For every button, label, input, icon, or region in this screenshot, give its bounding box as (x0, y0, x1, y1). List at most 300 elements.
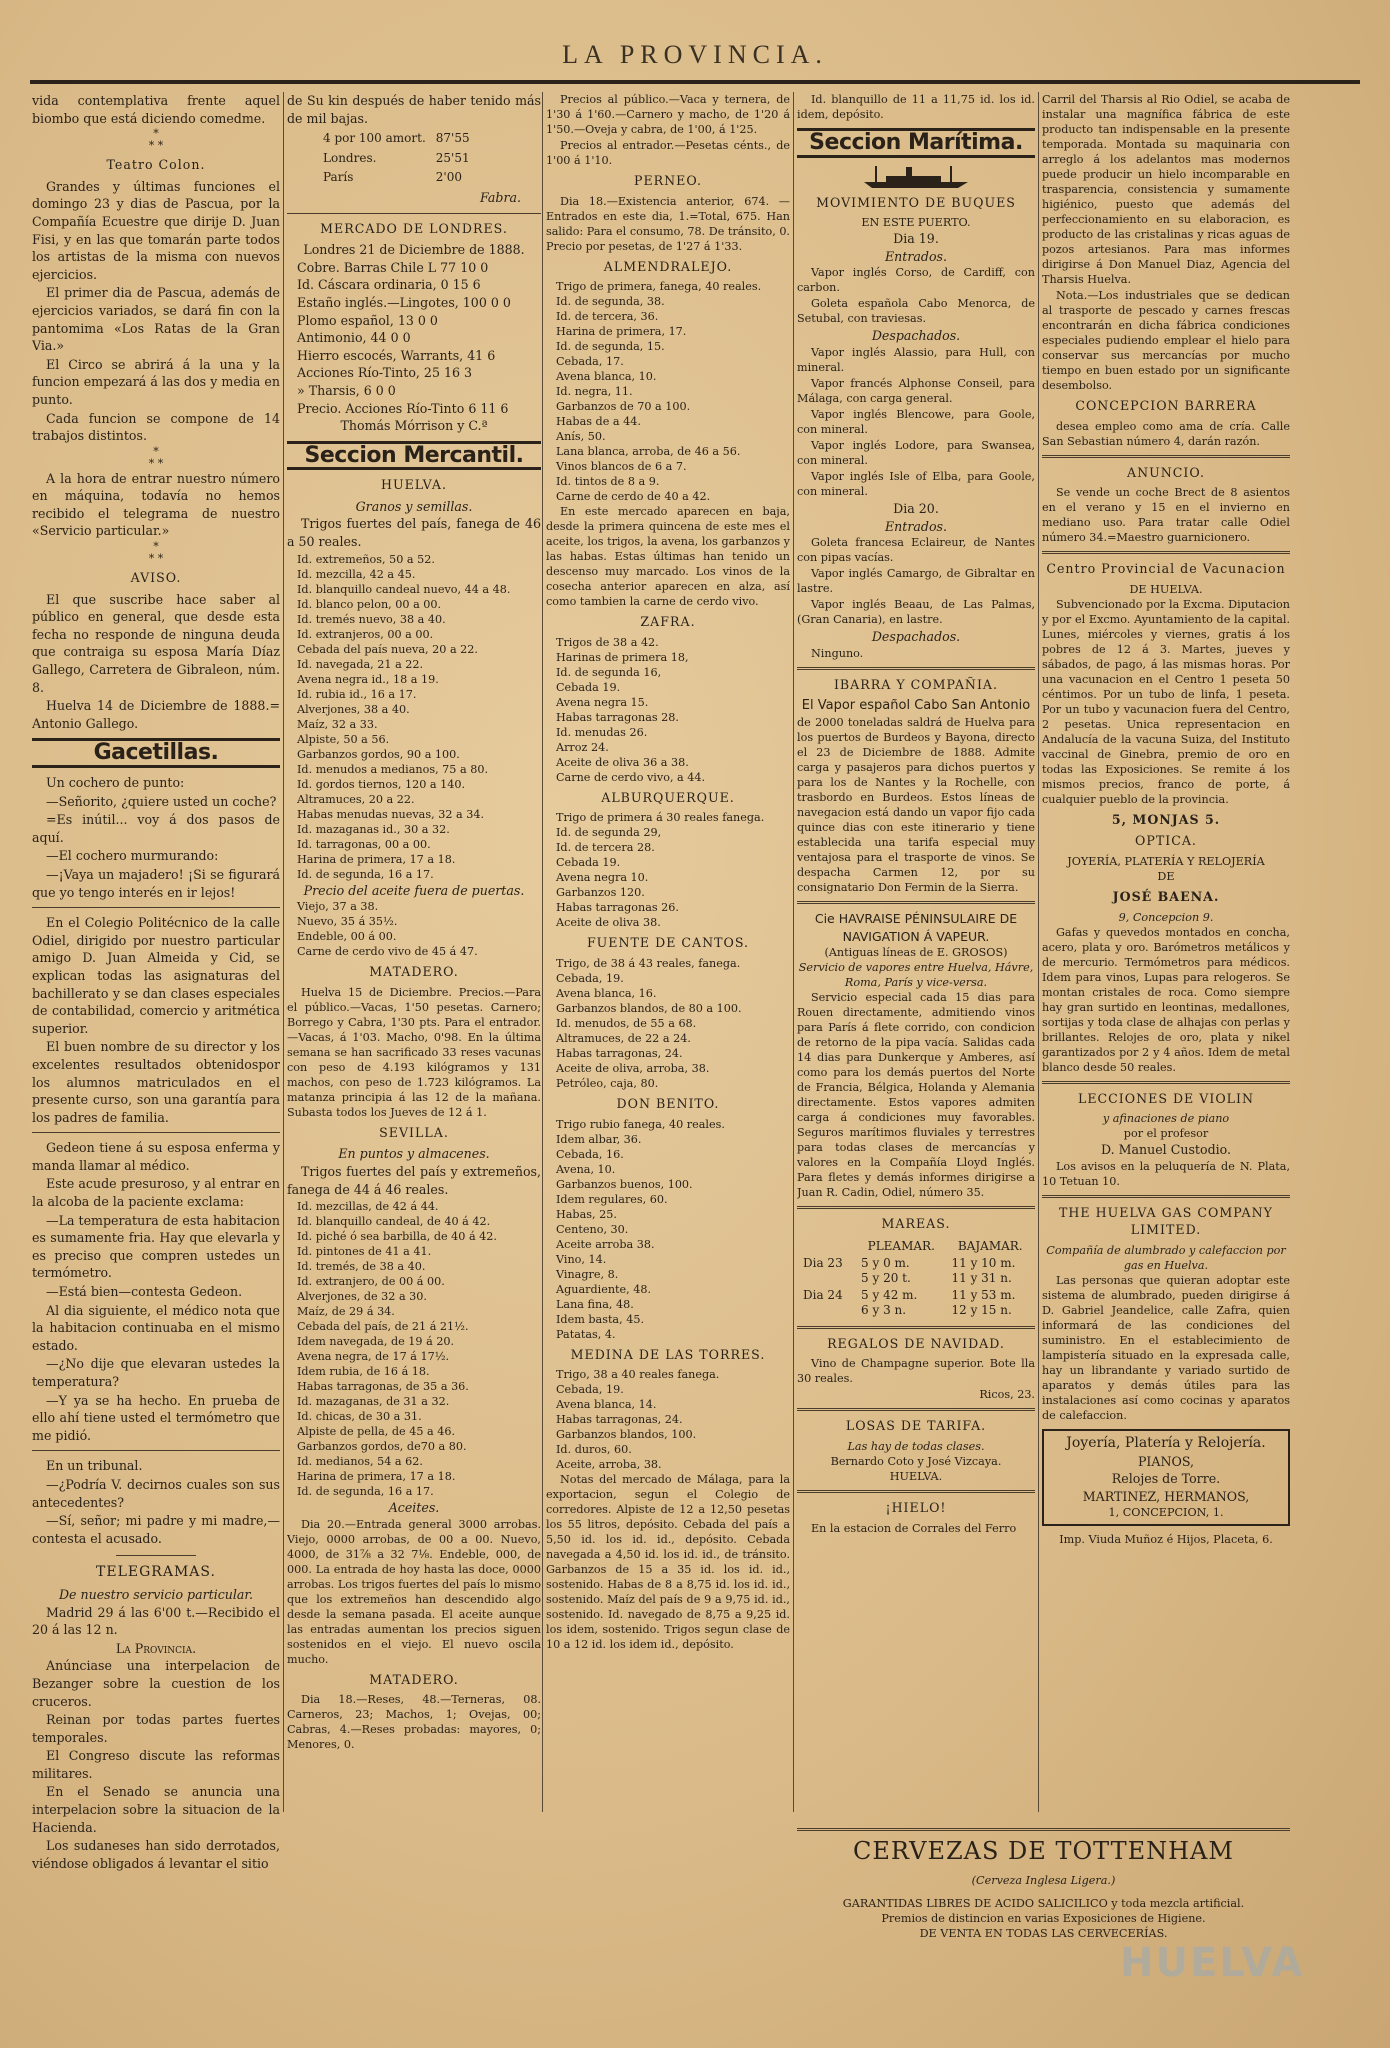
list-item: Garbanzos blandos, de 80 a 100. (556, 1001, 742, 1015)
text-paragraph: Este acude presuroso, y al entrar en la alcoba de la paciente exclama: (32, 1176, 280, 1210)
list-item: Aceite de oliva, arroba, 38. (556, 1061, 710, 1075)
table-row (799, 1256, 1033, 1286)
list-item: » Tharsis, 6 0 0 (297, 382, 396, 398)
list-item: Garbanzos 120. (556, 886, 645, 900)
text-paragraph: Ninguno. (811, 646, 864, 660)
list-item: Avena negra 15. (556, 695, 649, 709)
list-item: Lana fina, 48. (556, 1297, 634, 1311)
list-item: Id. mazaganas id., 30 a 32. (297, 822, 450, 836)
text-paragraph: Vapor inglés Lodore, para Swansea, con mineral. (797, 438, 1035, 467)
text-paragraph: Vapor inglés Beaau, de Las Palmas, (Gran Canaria), en lastre. (797, 598, 1035, 627)
list-item: Garbanzos gordos, de70 a 80. (297, 1440, 467, 1454)
ad-subtitle: Compañía de alumbrado y calefaccion por gas en Huelva. (1046, 1243, 1286, 1272)
list-item: Id. tarragonas, 00 a 00. (297, 837, 431, 851)
section-subheading: JOYERÍA, PLATERÍA Y RELOJERÍA (1067, 854, 1265, 868)
list-item: Id. tremés nuevo, 38 a 40. (297, 612, 446, 626)
archive-watermark: HUELVA (1120, 1940, 1305, 1986)
section-heading: MERCADO DE LONDRES. (320, 220, 508, 236)
list-item: Id. tremés, de 38 a 40. (297, 1260, 426, 1274)
divider (1042, 551, 1290, 554)
section-heading: IBARRA Y COMPAÑIA. (833, 676, 999, 692)
section-heading: JOSÉ BAENA. (1112, 888, 1220, 904)
divider (287, 213, 541, 214)
list-item: Precio. Acciones Río-Tinto 6 11 6 (297, 400, 509, 416)
ad-text: D. Manuel Custodio. (1100, 1142, 1232, 1158)
ad-text: Bernardo Coto y José Vizcaya. (830, 1454, 1002, 1468)
text-paragraph: Vapor inglés Camargo, de Gibraltar en lastre. (797, 567, 1035, 596)
ad-text: Premios de distincion en varias Exposiciones de Higiene. (881, 1912, 1206, 1925)
price-list (546, 635, 790, 785)
text-paragraph: —Sí, señor; mi padre y mi madre,— contesta el acusado. (32, 1513, 280, 1546)
list-item: Avena negra, de 17 á 17½. (297, 1350, 450, 1364)
list-item: Vino, 14. (556, 1252, 607, 1266)
list-item: Antimonio, 44 0 0 (297, 330, 411, 346)
list-item: Id. blanco pelon, 00 a 00. (297, 597, 442, 611)
divider (797, 901, 1035, 904)
text-paragraph: vida contemplativa frente aquel biombo que está diciendo comedme. (32, 93, 280, 126)
list-item: Garbanzos blandos, 100. (556, 1428, 697, 1442)
divider (797, 1490, 1035, 1493)
table-cell: Londres. (323, 150, 377, 165)
list-item: Habas tarragonas, 24. (556, 1046, 683, 1060)
text-paragraph: Dia 18.—Reses, 48.—Terneras, 08. Carneros, 23; Machos, 1; Ovejas, 00; Cabras, 4.—Reses probadas: mayores, 0; Menores, 0. (287, 1693, 541, 1752)
list-item: Cebada, 17. (556, 355, 624, 369)
list-item: Habas tarragonas, de 35 a 36. (297, 1380, 469, 1394)
text-paragraph: El primer dia de Pascua, además de ejercicios variados, se dará fin con la pantomima «Los Ratas de la Gran Via.» (32, 285, 280, 354)
column-1 (32, 92, 280, 2032)
list-item: Id. pintones de 41 a 41. (297, 1245, 432, 1259)
list-item: Cobre. Barras Chile L 77 10 0 (297, 259, 489, 275)
text-paragraph: Se vende un coche Brect de 8 asientos en el verano y 15 en el invierno en mediano uso. Para tratar calle Odiel número 34.=Maestro guarnicionero. (1042, 486, 1290, 545)
separator-stars: * * * (148, 540, 164, 566)
list-item: Avena negra id., 18 a 19. (297, 672, 439, 686)
list-item: Idem navegada, de 19 á 20. (297, 1335, 455, 1349)
section-heading: HUELVA. (381, 477, 447, 493)
section-subheading: Despachados. (871, 629, 961, 645)
text-paragraph: En el Senado se anuncia una interpelacion sobre la situacion de la Hacienda. (32, 1784, 280, 1835)
text-paragraph: Subvencionado por la Excma. Diputacion y por el Excmo. Ayuntamiento de la capital. Lunes, miércoles y viernes, gratis á los pobres de 12 á 3. Martes, jueves y sábados, de pago, á las mismas horas. Por una vacunacion en el Centro 1 peseta 50 céntimos. Por un tubo de linfa, 1 peseta. Por un tubo y vacunacion fuera del Centro, 2 pesetas. Unica representacion en Andalucía de la vacuna Suiza, del Instituto vaccinal de Ginebra, premio de oro en todas las Exposiciones. Se remite á los mismos precios, franco de porte, á cualquier pueblo de la provincia. (1042, 597, 1290, 806)
divider (797, 667, 1035, 670)
text-paragraph: En el Colegio Politécnico de la calle Odiel, dirigido por nuestro particular amigo D. Juan Almeida y Cid, se explican todas las asignaturas del bachillerato y se dan clases especiales de contabilidad, comercio y aritmética superior. (32, 915, 280, 1036)
list-item: Id. piché ó sea barbilla, de 40 á 42. (297, 1230, 497, 1244)
list-item: Trigo, de 38 á 43 reales, fanega. (556, 956, 741, 970)
column-divider (793, 92, 794, 1812)
list-item: Idem albar, 36. (556, 1132, 642, 1146)
table-cell: 5 y 20 t. (861, 1270, 911, 1285)
text-paragraph: Goleta francesa Eclaireur, de Nantes con pipas vacías. (797, 536, 1035, 565)
ad-text: HUELVA. (889, 1469, 943, 1483)
text-paragraph: —¿Podría V. decirnos cuales son sus antecedentes? (32, 1476, 280, 1510)
list-item: Garbanzos gordos, 90 a 100. (297, 747, 460, 761)
list-item: Id. de segunda, 38. (556, 295, 665, 309)
section-heading: ALBURQUERQUE. (601, 789, 735, 805)
ad-subtitle: (Cerveza Inglesa Ligera.) (971, 1874, 1116, 1887)
list-item: Nuevo, 35 á 35½. (297, 915, 398, 929)
section-heading: ZAFRA. (640, 614, 696, 630)
list-item: Aceite de oliva 36 a 38. (556, 755, 689, 769)
price-list (287, 1199, 541, 1499)
text-paragraph: —Está bien—contesta Gedeon. (46, 1284, 243, 1300)
table-cell: 12 y 15 n. (951, 1302, 1012, 1317)
text-paragraph: Los sudaneses han sido derrotados, viéndose obligados á levantar el sitio (32, 1838, 280, 1871)
text-paragraph: El Circo se abrirá á la una y la funcion empezará á las dos y media en punto. (32, 356, 280, 407)
list-item: Habas de a 44. (556, 415, 641, 429)
ad-text: 1, CONCEPCION, 1. (1108, 1506, 1224, 1520)
section-title: Seccion Mercantil. (287, 441, 541, 471)
list-item: Aceite arroba 38. (556, 1237, 655, 1251)
section-heading: TELEGRAMAS. (96, 1564, 216, 1581)
table-cell: 6 y 3 n. (861, 1302, 907, 1317)
list-item: Harina de primera, 17 a 18. (297, 1470, 456, 1484)
list-item: Id. de segunda 16, (556, 665, 662, 679)
text-paragraph: Precios al entrador.—Pesetas cénts., de 1'00 á 1'10. (546, 139, 790, 167)
text-paragraph: El que suscribe hace saber al público en general, que desde esta fecha no responde de ninguna deuda que contraiga su esposa María Díaz Gallego, Carretera de Gibraleon, núm. 8. (32, 591, 280, 695)
list-item: Petróleo, caja, 80. (556, 1076, 659, 1090)
date-heading: Dia 20. (893, 500, 939, 516)
ad-subtitle: 9, Concepcion 9. (1118, 910, 1214, 924)
divider (32, 1450, 280, 1451)
text-paragraph: —El cochero murmurando: (46, 848, 219, 864)
text-paragraph: Reinan por todas partes fuertes temporales. (32, 1712, 280, 1745)
table-cell: 87'55 (435, 131, 470, 146)
text-paragraph: Dia 20.—Entrada general 3000 arrobas. Viejo, 0000 arrobas, de 00 a 00. Nuevo, 4000, de 31⅞ a 32 7⅛. Endeble, 000, de 000. La entrada de hoy hasta las doce, 0000 arrobas. Los trigos fuertes del país lo mismo que los extremeños han descendido algo desde la semana pasada. El aceite aunque las entradas aumentan los precios siguen sostenidos en el viejo. El nuevo oscila mucho. (287, 1517, 541, 1666)
column-divider (542, 92, 543, 1812)
list-item: Id. tintos de 8 a 9. (556, 475, 660, 489)
column-4 (797, 92, 1035, 2032)
text-paragraph: —¿No dije que elevaran ustedes la temperatura? (32, 1356, 280, 1389)
list-item: Id. medianos, 54 a 62. (297, 1455, 423, 1469)
text-paragraph: Madrid 29 á las 6'00 t.—Recibido el 20 á las 12 n. (32, 1604, 280, 1638)
text-paragraph: Al dia siguiente, el médico nota que la habitacion continuaba en el mismo estado. (32, 1302, 280, 1353)
section-heading: THE HUELVA GAS COMPANY LIMITED. (1059, 1204, 1273, 1238)
signature: Fabra. (480, 189, 521, 205)
text-paragraph: Vino de Champagne superior. Bote lla 30 reales. (797, 1357, 1035, 1386)
list-item: Id. mazaganas, de 31 a 32. (297, 1395, 450, 1409)
table-cell: 11 y 53 m. (951, 1287, 1016, 1302)
list-item: Cebada, 19. (556, 1383, 624, 1397)
price-list (546, 1117, 790, 1342)
section-title: Gacetillas. (32, 738, 280, 768)
text-paragraph: Grandes y últimas funciones el domingo 23 y dias de Pascua, por la Compañía Ecuestre que dirije D. Juan Fisi, y en las que tomarán parte todos los artistas de la misma con nuevos ejercicios. (32, 178, 280, 282)
text-paragraph: Los avisos en la peluquería de N. Plata, 10 Tetuan 10. (1042, 1159, 1290, 1188)
ad-title: Joyería, Platería y Relojería. (1066, 1434, 1266, 1451)
list-item: Habas menudas nuevas, 32 a 34. (297, 807, 485, 821)
signature: Thomás Mórrison y C.ª (340, 418, 488, 434)
list-item: Harinas de primera 18, (556, 650, 689, 664)
list-item: Hierro escocés, Warrants, 41 6 (297, 347, 496, 363)
section-heading: MATADERO. (369, 964, 459, 980)
section-heading: OPTICA. (1135, 833, 1197, 849)
list-item: Altramuces, de 22 a 24. (556, 1031, 691, 1045)
section-heading: MATADERO. (369, 1671, 459, 1687)
divider (1042, 1195, 1290, 1198)
text-paragraph: —¡Vaya un majadero! ¡Si se figurará que yo tengo interés en ir lejos! (32, 866, 280, 900)
text-paragraph: —Y ya se ha hecho. En prueba de ello ahí tiene usted el termómetro que me pidió. (32, 1392, 280, 1443)
text-paragraph: Trigos fuertes del país y extremeños, fanega de 44 á 46 reales. (287, 1164, 541, 1197)
text-paragraph: Precios al público.—Vaca y ternera, de 1'30 á 1'60.—Carnero y macho, de 1'20 á 1'50.—Oveja y cabra, de 1'00, á 1'25. (546, 93, 790, 136)
table-cell: 25'51 (435, 150, 470, 165)
list-item: Id. de segunda 29, (556, 826, 662, 840)
text-paragraph: desea empleo como ama de cría. Calle San Sebastian número 4, darán razón. (1042, 419, 1290, 448)
price-list (546, 810, 790, 930)
section-heading: DON BENITO. (616, 1095, 720, 1111)
list-item: Trigo rubio fanega, 40 reales. (556, 1117, 725, 1131)
list-item: Id. de segunda, 16 a 17. (297, 867, 434, 881)
list-item: Vinagre, 8. (556, 1267, 619, 1281)
list-item: Harina de primera, 17 a 18. (297, 852, 456, 866)
list-item: Trigo, 38 a 40 reales fanega. (556, 1368, 720, 1382)
text-paragraph: El Congreso discute las reformas militares. (32, 1748, 280, 1781)
list-item: Cebada del país, de 21 á 21½. (297, 1320, 469, 1334)
table-header: BAJAMAR. (957, 1238, 1023, 1253)
list-item: Id. de tercera, 36. (556, 310, 659, 324)
list-item: Acciones Río-Tinto, 25 16 3 (297, 365, 472, 381)
price-list (287, 552, 541, 882)
text-paragraph: Gafas y quevedos montados en concha, acero, plata y oro. Barómetros metálicos y de mercurio. Termómetros para médicos. Idem para vinos, Lupas para relogeros. Se montan cristales de roca. Como siempre hay gran surtido en leontinas, medallones, sortijas y toda clase de alhajas con perlas y brillantes. Relojes de oro, plata y nikel garantizados por 2 y 4 años. Idem de metal blanco desde 50 reales. (1042, 925, 1290, 1074)
text-paragraph: Un cochero de punto: (46, 775, 185, 790)
list-item: Viejo, 37 a 38. (297, 900, 379, 914)
list-item: Estaño inglés.—Lingotes, 100 0 0 (297, 294, 511, 310)
list-item: Cebada, 19. (556, 971, 624, 985)
list-item: Carne de cerdo vivo, a 44. (556, 770, 706, 784)
text-paragraph: Dia 18.—Existencia anterior, 674. —Entrados en este dia, 1.=Total, 675. Han salido: Para el consumo, 78. De tránsito, 0. Precio por pesetas, de 1'27 á 1'33. (546, 194, 790, 253)
list-item: Maíz, 32 a 33. (297, 717, 378, 731)
price-list (546, 279, 790, 504)
separator-stars: * * * (148, 444, 164, 470)
list-item: Alpiste de pella, de 45 a 46. (297, 1425, 456, 1439)
section-heading: ¡HIELO! (885, 1499, 947, 1515)
table-cell: 5 y 0 m. (861, 1255, 910, 1270)
price-list (546, 956, 790, 1091)
table-header: PLEAMAR. (867, 1238, 935, 1253)
list-item: Alverjones, de 32 a 30. (297, 1290, 427, 1304)
list-item: Habas tarragonas, 24. (556, 1413, 683, 1427)
divider (32, 907, 280, 908)
list-item: Avena negra 10. (556, 871, 649, 885)
date-heading: Dia 19. (893, 231, 939, 247)
list-item: Id. blanquillo candeal nuevo, 44 a 48. (297, 582, 511, 596)
list-item: Id. chicas, de 30 a 31. (297, 1410, 422, 1424)
list-item: Alverjones, 38 a 40. (297, 702, 410, 716)
list-item: Altramuces, 20 a 22. (297, 792, 415, 806)
list-item: Avena blanca, 14. (556, 1398, 657, 1412)
ad-text: PIANOS, (1137, 1453, 1195, 1469)
list-item: Idem rubia, de 16 á 18. (297, 1365, 430, 1379)
table-cell: Dia 23 (803, 1255, 843, 1270)
list-item: Id. duros, 60. (556, 1443, 632, 1457)
ad-text: GARANTIDAS LIBRES DE ACIDO SALICILICO y toda mezcla artificial. (842, 1897, 1245, 1910)
ad-text: por el profesor (1123, 1127, 1209, 1141)
list-item: Idem regulares, 60. (556, 1192, 668, 1206)
list-item: Aceite, arroba, 38. (556, 1458, 662, 1472)
price-list (546, 1367, 790, 1472)
text-paragraph: Huelva 14 de Diciembre de 1888.= Antonio Gallego. (32, 698, 280, 731)
section-subheading: Aceites. (388, 1500, 440, 1516)
divider (32, 1132, 280, 1133)
section-subheading: Entrados. (884, 518, 947, 534)
section-subheading: En puntos y almacenes. (338, 1146, 490, 1162)
masthead-title: LA PROVINCIA. (562, 40, 828, 69)
table-cell (857, 1288, 945, 1318)
printer-line: Imp. Viuda Muñoz é Hijos, Placeta, 6. (1059, 1533, 1273, 1547)
separator-stars: * * * (148, 127, 164, 153)
column-2 (287, 92, 541, 2032)
list-item: Avena blanca, 16. (556, 986, 657, 1000)
text-paragraph: En un tribunal. (46, 1458, 143, 1474)
text-paragraph: Vapor francés Alphonse Conseil, para Málaga, con carga general. (797, 376, 1035, 405)
section-heading: AVISO. (130, 570, 182, 586)
text-paragraph: =Es inútil... voy á dos pasos de aquí. (32, 812, 280, 845)
section-title: Seccion Marítima. (797, 128, 1035, 158)
list-item: Plomo español, 13 0 0 (297, 312, 438, 328)
bolsa-table (317, 128, 476, 189)
list-item: Id. mezcilla, 42 a 45. (297, 567, 416, 581)
text-paragraph: Id. blanquillo de 11 a 11,75 id. los id. idem, depósito. (797, 93, 1035, 121)
list-item: Id. de segunda, 15. (556, 340, 665, 354)
section-heading: CONCEPCION BARRERA (1075, 398, 1257, 413)
signature: Ricos, 23. (979, 1388, 1035, 1402)
table-cell (947, 1256, 1033, 1286)
list-item: Trigos de 38 a 42. (556, 635, 659, 649)
divider (797, 1408, 1035, 1411)
section-subheading: Precio del aceite fuera de puertas. (303, 882, 525, 898)
section-heading: Teatro Colon. (106, 157, 206, 173)
list-item: Id. rubia id., 16 a 17. (297, 687, 417, 701)
table-cell (947, 1288, 1033, 1318)
ad-title: El Vapor español Cabo San Antonio (801, 698, 1031, 714)
ad-subtitle: (Antiguas líneas de E. GROSOS) (824, 946, 1008, 960)
text-paragraph: de Su kin después de haber tenido más de mil bajas. (287, 93, 541, 126)
list-item: Id. mezcillas, de 42 á 44. (297, 1200, 439, 1214)
text-paragraph: Goleta española Cabo Menorca, de Setubal, con traviesas. (797, 297, 1035, 326)
tide-table (797, 1237, 1035, 1320)
text-paragraph: Vapor inglés Corso, de Cardiff, con carbon. (797, 266, 1035, 295)
divider (116, 1555, 196, 1556)
column-divider (1038, 92, 1039, 1812)
section-heading: SEVILLA. (379, 1124, 449, 1140)
ad-text: MARTINEZ, HERMANOS, (1082, 1488, 1250, 1504)
list-item: Carne de cerdo de 40 a 42. (556, 490, 711, 504)
section-subheading: DE (1157, 869, 1175, 883)
text-paragraph: Notas del mercado de Málaga, para la exportacion, segun el Colegio de corredores. Alpiste de 12 a 12,50 pesetas los 55 litros, depósito. Cebada del país a 5,50 id. los id. id., depósito. Cebada navegada a 4,50 id. los id. id., de tránsito. Garbanzos de 15 a 35 id. los id. id., sostenido. Habas de 8 a 8,75 id. los id. id., sostenido. Maíz del país de 9 a 9,75 id. id., sostenido. Id. navegado de 8,75 a 9,25 id. los idem, sostenido. Trigos segun clase de 10 a 12 id. los idem id., depósito. (546, 1473, 790, 1652)
divider (1042, 1081, 1290, 1084)
section-heading: 5, MONJAS 5. (1111, 811, 1221, 827)
list-item: Cebada del país nueva, 20 a 22. (297, 642, 478, 656)
text-line: La Provincia. (115, 1640, 197, 1656)
text-paragraph: Servicio especial cada 15 dias para Rouen directamente, admitiendo vinos para París á flete corrido, con condicion de retorno de la pipa vacía. Salidas cada 14 dias para Dunkerque y Amberes, así como para los demás puertos del Norte de Francia, Bélgica, Holanda y Alemania directamente. Estos vapores admiten carga á condiciones muy favorables. Seguros marítimos fluviales y terrestres para todas clases de mercancías y valores en la Compañía Lloyd Inglés. Para fletes y demás informes dirigirse a Juan R. Cadin, Odiel, número 35. (797, 991, 1035, 1200)
steamship-icon (856, 164, 976, 190)
section-heading: MEDINA DE LAS TORRES. (570, 1346, 766, 1362)
table-cell: 11 y 10 m. (951, 1255, 1016, 1270)
section-subheading: DE HUELVA. (1129, 582, 1203, 596)
text-paragraph: Carril del Tharsis al Rio Odiel, se acaba de instalar una magnífica fábrica de este producto tan indispensable en la presente temporada. Montada su maquinaria con arreglo á los adelantos mas modernos puede producir un hielo incomparable en trasparencia, consistencia y sumamente higiénico, puesto que además del perfeccionamiento en su elaboracion, es producto de las cristalinas y ricas aguas de pozos artesianos. Para mas informes dirigirse á Don Manuel Diaz, Agencia del Tharsis Huelva. (1042, 93, 1290, 286)
list-item: Id. negra, 11. (556, 385, 633, 399)
divider (1042, 455, 1290, 458)
ad-subtitle: Las hay de todas clases. (847, 1439, 985, 1453)
list-item: Id. de tercera 28. (556, 841, 655, 855)
text-paragraph: Trigos fuertes del país, fanega de 46 a 50 reales. (287, 516, 541, 550)
text-line: Londres 21 de Diciembre de 1888. (303, 242, 525, 258)
ad-title: Cie HAVRAISE PÉNINSULAIRE DE NAVIGATION Á VAPEUR. (814, 910, 1018, 944)
list-item: Id. Cáscara ordinaria, 0 15 6 (297, 277, 481, 293)
list-item: Arroz 24. (556, 740, 609, 754)
list-item: Id. menudos, de 55 a 68. (556, 1016, 697, 1030)
text-paragraph: Vapor inglés Alassio, para Hull, con mineral. (797, 345, 1035, 374)
section-subheading: Entrados. (884, 248, 947, 264)
list-item: Cebada, 16. (556, 1147, 624, 1161)
table-cell: 11 y 31 n. (951, 1270, 1012, 1285)
list-item: Idem basta, 45. (556, 1312, 645, 1326)
text-paragraph: Las personas que quieran adoptar este sistema de alumbrado, pueden dirigirse á D. Gabriel Jeandelice, calle Zafra, quien informará de las condiciones del suministro. En el establecimiento de lampistería situado en la expresada calle, hay un librandante y variado surtido de aparatos y demás útiles para las instalaciones así como cocinas y aparatos de calefaccion. (1042, 1273, 1290, 1422)
list-item: Aceite de oliva 38. (556, 916, 661, 930)
table-cell: París (323, 170, 354, 185)
list-item: Avena blanca, 10. (556, 370, 657, 384)
list-item: Cebada 19. (556, 680, 621, 694)
list-item: Cebada 19. (556, 856, 621, 870)
table-cell (857, 1256, 945, 1286)
text-paragraph: En la estacion de Corrales del Ferro (811, 1521, 1017, 1535)
list-item: Id. menudas 26. (556, 725, 648, 739)
list-item: Harina de primera, 17. (556, 325, 687, 339)
list-item: Id. extranjeros, 00 a 00. (297, 627, 434, 641)
list-item: Id. extranjero, de 00 á 00. (297, 1275, 445, 1289)
list-item: Id. gordos tiernos, 120 a 140. (297, 777, 466, 791)
section-subheading: EN ESTE PUERTO. (861, 216, 971, 230)
text-paragraph: En este mercado aparecen en baja, desde la primera quincena de este mes el aceite, los trigos, la avena, los garbanzos y las habas. Estas últimas han tenido un descenso muy marcado. Los vinos de la cosecha anterior aparecen en alza, así como tambien la carne de cerdo vivo. (546, 505, 790, 609)
list-item: Maíz, de 29 á 34. (297, 1305, 395, 1319)
list-item: Id. extremeños, 50 a 52. (297, 552, 435, 566)
list-item: Carne de cerdo vivo de 45 á 47. (297, 945, 478, 959)
ad-text: DE VENTA EN TODAS LAS CERVECERÍAS. (919, 1927, 1168, 1940)
beer-advertisement (797, 1822, 1290, 1941)
ad-title: CERVEZAS DE TOTTENHAM (853, 1837, 1234, 1865)
ad-subtitle: y afinaciones de piano (1102, 1112, 1230, 1126)
column-5 (1042, 92, 1290, 2032)
list-item: Garbanzos buenos, 100. (556, 1177, 693, 1191)
list-item: Patatas, 4. (556, 1327, 616, 1341)
table-cell: 4 por 100 amort. (323, 131, 426, 146)
ad-text: Relojes de Torre. (1111, 1471, 1221, 1487)
section-heading: MAREAS. (881, 1216, 951, 1232)
divider (797, 1206, 1035, 1209)
list-item: Trigo de primera, fanega, 40 reales. (556, 280, 762, 294)
column-3 (546, 92, 790, 2032)
table-cell: 2'00 (435, 170, 462, 185)
list-item: Avena, 10. (556, 1162, 616, 1176)
list-item: Habas tarragonas 26. (556, 901, 679, 915)
section-heading: FUENTE DE CANTOS. (586, 935, 750, 951)
list-item: Habas, 25. (556, 1207, 617, 1221)
table-cell: Dia 24 (803, 1287, 843, 1302)
text-paragraph: Cada funcion se compone de 14 trabajos distintos. (32, 410, 280, 444)
text-paragraph: El buen nombre de su director y los excelentes resultados obtenidospor los alumnos matriculados en el presente curso, son una garantía para los padres de familia. (32, 1039, 280, 1125)
section-subheading: De nuestro servicio particular. (58, 1586, 254, 1602)
text-paragraph: Nota.—Los industriales que se dedican al trasporte de pescado y carnes frescas encontrarán en dicha fábrica condiciones especiales pudiendo emplear el hielo para conservar sus mercancías por mucho tiempo en buen estado por un significante desembolso. (1042, 289, 1290, 392)
list-item: Id. navegada, 21 a 22. (297, 657, 424, 671)
jewelry-ad-box (1042, 1429, 1290, 1526)
list-item: Id. menudos a medianos, 75 a 80. (297, 762, 488, 776)
section-subheading: Granos y semillas. (355, 498, 473, 514)
list-item: Centeno, 30. (556, 1222, 629, 1236)
list-item: Id. de segunda, 16 a 17. (297, 1485, 434, 1499)
text-paragraph: Vapor inglés Isle of Elba, para Goole, con mineral. (797, 469, 1035, 498)
list-item: Aguardiente, 48. (556, 1282, 652, 1296)
masthead-rule (30, 80, 1360, 84)
column-divider (283, 92, 284, 1812)
section-heading: REGALOS DE NAVIDAD. (827, 1335, 1005, 1351)
section-heading: LOSAS DE TARIFA. (845, 1418, 987, 1434)
list-item: Trigo de primera á 30 reales fanega. (556, 811, 765, 825)
